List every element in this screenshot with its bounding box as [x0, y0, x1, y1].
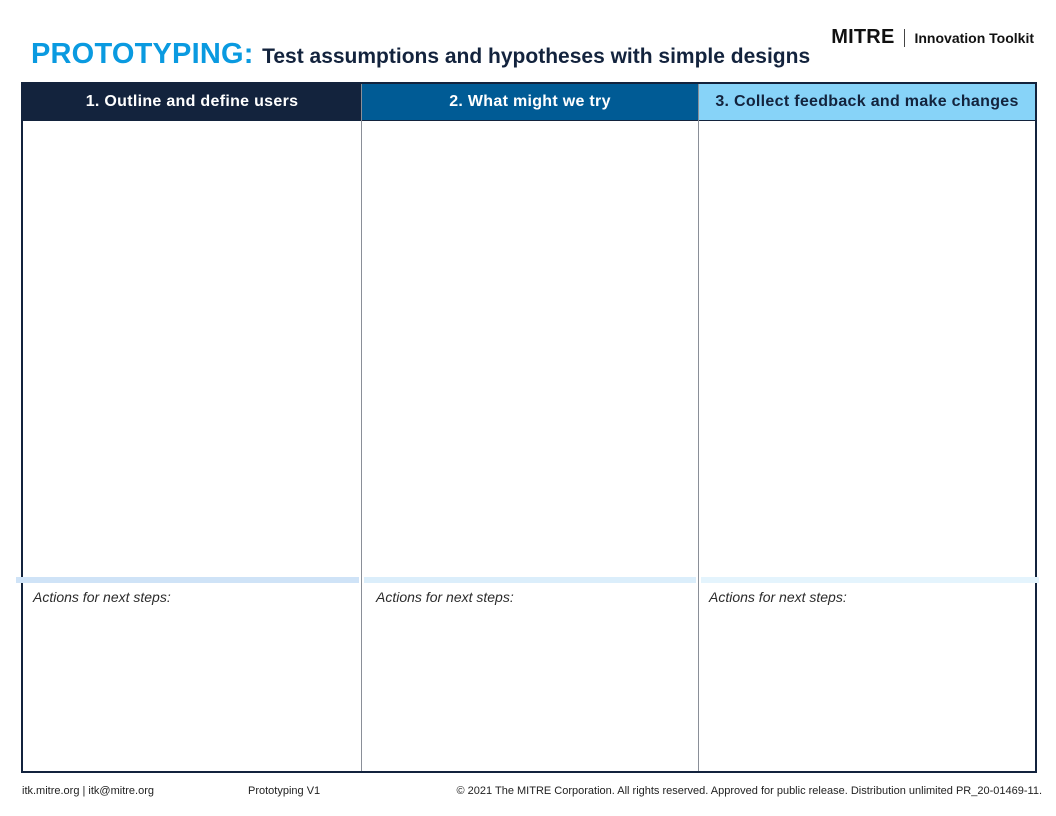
- page-title-subtitle: Test assumptions and hypotheses with simple designs: [262, 45, 811, 68]
- column-outline-users: [23, 84, 362, 771]
- column-header-what-might-we-try: 2. What might we try: [362, 84, 698, 121]
- notes-area-collect-feedback[interactable]: [699, 121, 1035, 577]
- column-header-collect-feedback: 3. Collect feedback and make changes: [699, 84, 1035, 121]
- toolkit-name: Innovation Toolkit: [914, 29, 1034, 46]
- section-divider: [16, 577, 359, 583]
- section-divider: [364, 577, 696, 583]
- page-title-main: PROTOTYPING:: [31, 38, 254, 70]
- notes-area-outline-users[interactable]: [23, 121, 361, 577]
- footer-copyright: © 2021 The MITRE Corporation. All rights reserved. Approved for public release. Distribution unlimited PR_20-01469-11.: [456, 785, 1042, 797]
- actions-label: Actions for next steps:: [33, 589, 171, 605]
- column-collect-feedback: [699, 84, 1035, 771]
- notes-area-what-might-we-try[interactable]: [362, 121, 698, 577]
- column-what-might-we-try: [362, 84, 699, 771]
- footer-version: Prototyping V1: [248, 785, 321, 797]
- footer-contact: itk.mitre.org | itk@mitre.org: [22, 785, 154, 797]
- page-title: [31, 38, 810, 71]
- column-header-outline-users: 1. Outline and define users: [23, 84, 361, 121]
- actions-label: Actions for next steps:: [376, 589, 514, 605]
- prototyping-board: [21, 82, 1037, 773]
- mitre-logo: MITRE: [831, 26, 895, 48]
- actions-label: Actions for next steps:: [709, 589, 847, 605]
- brand-divider: [904, 29, 905, 47]
- section-divider: [701, 577, 1039, 583]
- brand-lockup: [831, 26, 1034, 49]
